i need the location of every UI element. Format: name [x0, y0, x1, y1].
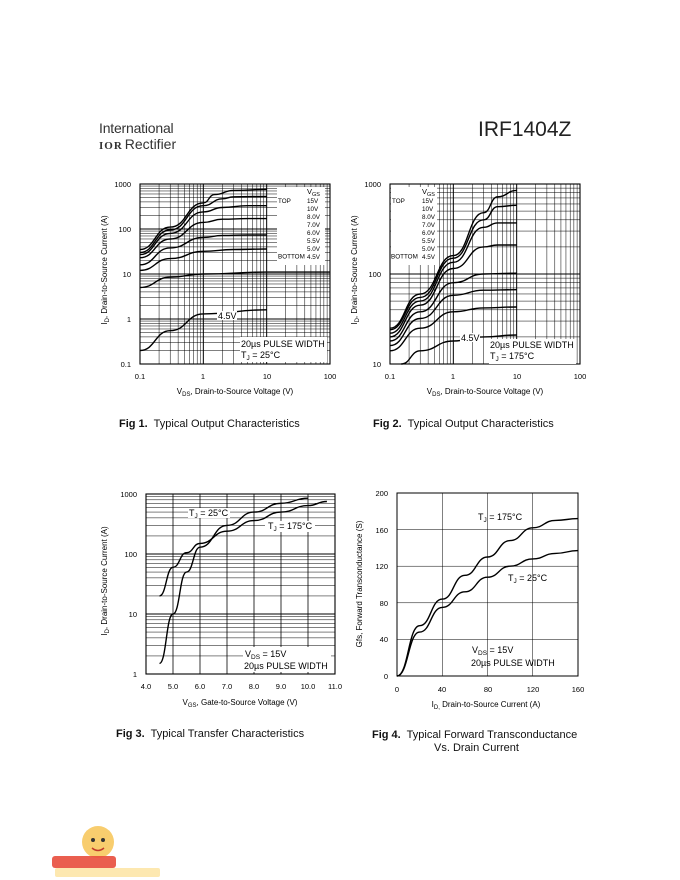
fig2-legend: [391, 187, 437, 265]
fig2-ytick: 100: [368, 270, 381, 279]
fig4-xlabel: $I_{D,}$ Drain-to-Source Current (A): [431, 700, 541, 711]
fig1-legend-bottom: BOTTOM: [278, 253, 305, 261]
fig4-ytick: 40: [379, 635, 388, 644]
fig3-ylabel: $I_D$, Drain-to-Source Current (A): [100, 526, 111, 636]
fig1-tj: $T_J = 25^\circ C$: [241, 350, 281, 362]
fig4-label-175c: $T_J = 175^\circ C$: [478, 512, 523, 524]
site-watermark-logo: [50, 820, 165, 878]
fig2-xtick: 0.1: [384, 372, 396, 381]
fig2-legend-head: $V_{GS}$: [422, 187, 435, 198]
fig1-ytick: 100: [118, 225, 131, 234]
fig2-chart: [345, 175, 595, 405]
fig1-ytick: 1000: [114, 180, 131, 189]
fig2-pulse: 20µs PULSE WIDTH: [490, 340, 574, 350]
fig4-chart: [350, 484, 595, 714]
fig3-ytick: 1000: [120, 490, 137, 499]
fig4-xtick: 120: [526, 685, 540, 694]
fig4-xtick: 80: [483, 685, 493, 694]
fig2-ytick: 1000: [364, 180, 381, 189]
fig2-caption: Fig 2. Typical Output Characteristics: [373, 418, 554, 430]
fig1-ytick: 10: [122, 270, 131, 279]
fig3-xtick: 5.0: [167, 682, 179, 691]
fig2-legend-bottom: BOTTOM: [391, 253, 418, 261]
fig2-ytick: 10: [372, 360, 381, 369]
fig1-ytick: 0.1: [120, 360, 131, 369]
ior-logo-mark: IOR: [99, 140, 123, 152]
fig3-ytick: 10: [128, 610, 137, 619]
fig3-caption: Fig 3. Typical Transfer Characteristics: [116, 728, 305, 740]
fig2-legend-value: 5.0V: [422, 246, 435, 253]
fig2-legend-value: 10V: [422, 206, 434, 213]
fig3-ytick: 100: [124, 550, 137, 559]
fig1-ytick: 1: [126, 315, 131, 324]
fig3-label-175c: $T_J = 175^\circ C$: [268, 521, 313, 533]
fig2-legend-value: 6.0V: [422, 230, 435, 237]
fig2-xlabel: $V_{DS}$, Drain-to-Source Voltage (V): [426, 387, 544, 398]
fig1-legend-value: 5.0V: [307, 246, 320, 253]
fig1-chart: [95, 175, 345, 405]
fig3-pulse: 20µs PULSE WIDTH: [244, 661, 328, 671]
fig1-legend-top: TOP: [278, 198, 291, 205]
fig4-xtick: 160: [571, 685, 585, 694]
fig2-xtick: 10: [512, 372, 522, 381]
fig1-xtick: 100: [323, 372, 337, 381]
fig3-xtick: 4.0: [140, 682, 152, 691]
fig1-legend-value: 7.0V: [307, 222, 320, 229]
fig3-xtick: 6.0: [194, 682, 206, 691]
fig1-xtick: 10: [262, 372, 272, 381]
fig1-legend-value: 10V: [307, 206, 319, 213]
fig1-pulse: 20µs PULSE WIDTH: [241, 339, 325, 349]
fig4-xtick: 40: [437, 685, 447, 694]
fig3-chart: [95, 484, 350, 714]
fig2-legend-value: 7.0V: [422, 222, 435, 229]
fig1-xtick: 0.1: [134, 372, 146, 381]
fig4-ylabel: Gfs, Forward Transconductance (S): [355, 520, 364, 648]
fig4-caption-line2: Vs. Drain Current: [434, 742, 519, 754]
fig3-xtick: 9.0: [275, 682, 287, 691]
fig3-ytick: 1: [132, 670, 137, 679]
fig2-ylabel: $I_D$, Drain-to-Source Current (A): [350, 215, 361, 325]
fig1-xlabel: $V_{DS}$, Drain-to-Source Voltage (V): [176, 387, 294, 398]
fig1-legend-head: $V_{GS}$: [307, 187, 320, 198]
fig4-ytick: 160: [375, 526, 388, 535]
fig1-legend-value: 4.5V: [307, 254, 320, 261]
fig1-ylabel: $I_D$, Drain-to-Source Current (A): [100, 215, 111, 325]
fig3-xtick: 10.0: [300, 682, 316, 691]
fig4-caption: Fig 4. Typical Forward Transconductance: [372, 729, 578, 741]
fig2-curve-label: 4.5V: [461, 333, 480, 343]
part-number: IRF1404Z: [478, 118, 572, 141]
fig2-legend-value: 5.5V: [422, 238, 435, 245]
fig1-curve-label: 4.5V: [218, 311, 237, 321]
fig1-xtick: 1: [200, 372, 206, 381]
fig2-tj: $T_J = 175^\circ C$: [490, 351, 535, 363]
fig3-xtick: 11.0: [327, 682, 343, 691]
fig4-ytick: 120: [375, 562, 388, 571]
fig3-xtick: 8.0: [248, 682, 260, 691]
fig4-ytick: 200: [375, 489, 388, 498]
fig4-pulse: 20µs PULSE WIDTH: [471, 658, 555, 668]
logo-rectifier: IOR Rectifier: [99, 136, 177, 152]
fig1-legend-value: 6.0V: [307, 230, 320, 237]
fig1-legend-value: 15V: [307, 198, 319, 205]
fig1-caption: Fig 1. Typical Output Characteristics: [119, 418, 300, 430]
fig4-ytick: 80: [379, 599, 388, 608]
fig3-vds: $V_{DS} = 15V$: [245, 649, 287, 661]
fig2-legend-value: 15V: [422, 198, 434, 205]
fig4-vds: $V_{DS} = 15V$: [472, 645, 514, 657]
fig4-label-25c: $T_J = 25^\circ C$: [508, 573, 548, 585]
fig1-legend: [277, 187, 325, 265]
fig4-ytick: 0: [383, 672, 388, 681]
fig1-legend-value: 5.5V: [307, 238, 320, 245]
fig4-xtick: 0: [394, 685, 400, 694]
fig1-legend-value: 8.0V: [307, 214, 320, 221]
fig3-xlabel: $V_{GS}$, Gate-to-Source Voltage (V): [182, 698, 298, 709]
fig2-legend-top: TOP: [392, 198, 405, 205]
logo-international: International: [99, 120, 174, 136]
fig2-xtick: 1: [450, 372, 456, 381]
fig2-legend-value: 4.5V: [422, 254, 435, 261]
fig3-xtick: 7.0: [221, 682, 233, 691]
fig2-legend-value: 8.0V: [422, 214, 435, 221]
fig3-label-25c: $T_J = 25^\circ C$: [189, 508, 229, 520]
fig2-xtick: 100: [573, 372, 587, 381]
